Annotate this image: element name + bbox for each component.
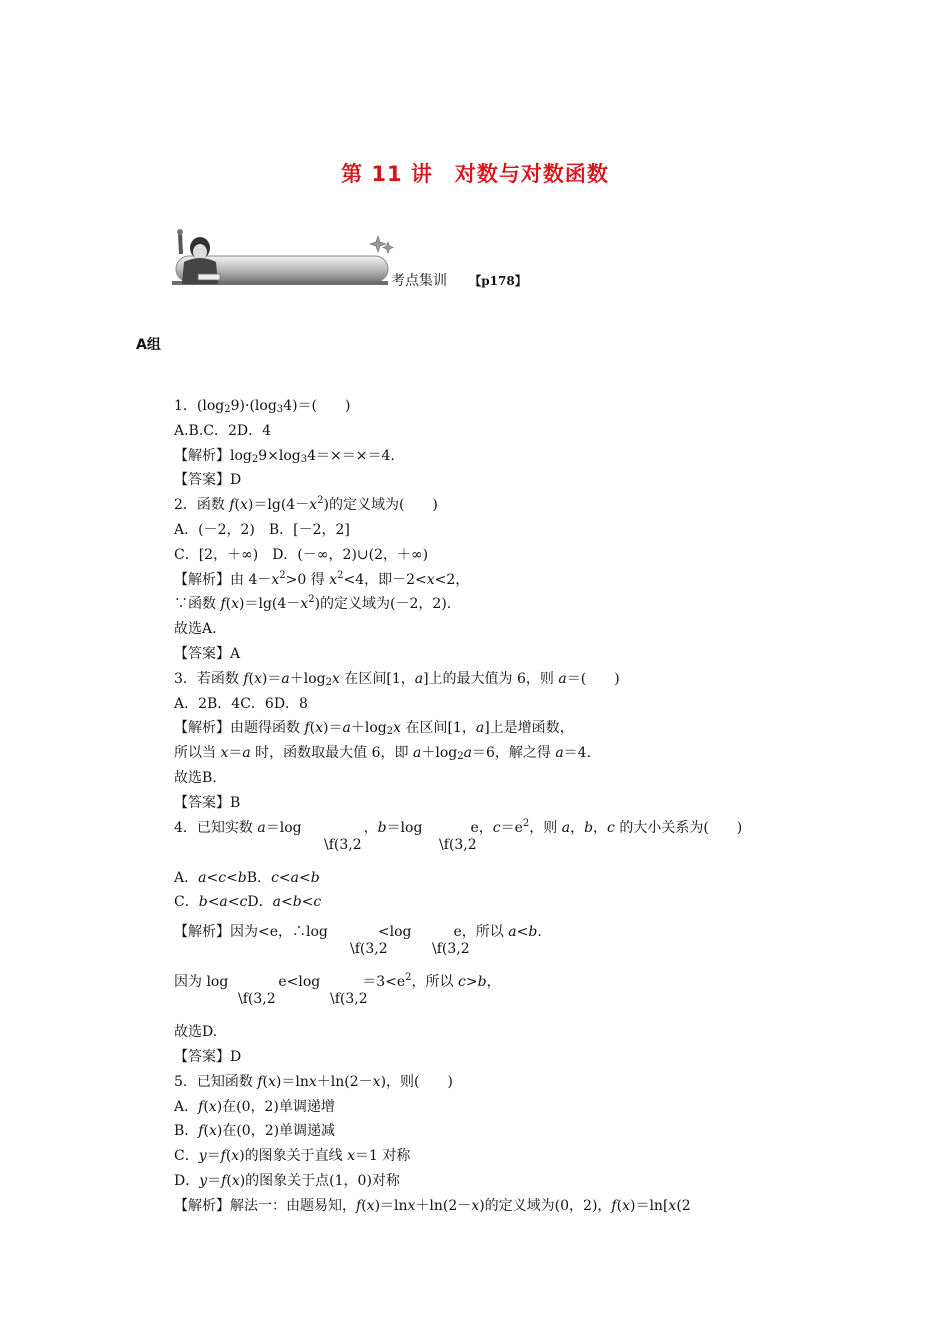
q4-frac-a: \f(3,2 (324, 836, 362, 853)
q3-choices: A．2B．4C．6D．8 (174, 695, 308, 712)
q4-conclusion: 故选D. (174, 1024, 218, 1041)
group-label: A组 (136, 337, 161, 353)
q5-choice-d: D．y＝f(x)的图象关于点(1，0)对称 (174, 1172, 400, 1189)
q4-analysis-frac-d: \f(3,2 (330, 991, 368, 1008)
q1-stem: 1．$(\log_29)\cdot(\log_34)=$( ) (174, 398, 351, 415)
q3-stem: 3．若函数 $f(x)=a+\log_2x$ 在区间[1，a]上的最大值为 6，则 a＝( ) (174, 670, 620, 688)
q4-analysis-frac-b: \f(3,2 (432, 941, 470, 958)
q5-choice-c: C．y＝f(x)的图象关于直线 x＝1 对称 (174, 1148, 411, 1165)
q2-answer: 【答案】A (174, 645, 241, 662)
q4-choices-ab: A．a<c<bB．c<a<b (174, 869, 320, 886)
q1-answer: 【答案】D (174, 472, 242, 489)
banner-label-text: 考点集训 (391, 273, 447, 289)
q2-choices-ab: A．(－2，2) B．[－2，2] (174, 521, 350, 538)
question-content (174, 394, 874, 1219)
q5-choice-b: B．f(x)在(0，2)单调递减 (174, 1123, 336, 1140)
q2-conclusion: 故选A. (174, 621, 217, 638)
banner-label (391, 270, 527, 290)
q4-analysis-frac-c: \f(3,2 (238, 991, 276, 1008)
q1-analysis: 【解析】$\log_29\times\log_34=\times=\times=4$. (174, 447, 395, 465)
q4-analysis-2: 因为 $\log e<\log =3<e^2$，所以 c>b， \f(3,2 \f(3,2 (174, 970, 874, 1020)
q4-analysis-frac-a: \f(3,2 (350, 941, 388, 958)
q4-frac-b: \f(3,2 (439, 836, 477, 853)
q4-answer: 【答案】D (174, 1048, 242, 1065)
q5-analysis: 【解析】解法一：由题易知，f(x)＝lnx＋ln(2－x)的定义域为(0，2)，f(x)＝ln[x(2 (174, 1197, 691, 1214)
q4-choices-cd: C．b<a<cD．a<b<c (174, 894, 322, 911)
q4-stem: 4．已知实数 a＝log ，b＝log e，$c=e^2$，则 a，b，c 的大小关系为( ) \f(3,2 \f(3,2 (174, 816, 874, 866)
q5-choice-a: A．f(x)在(0，2)单调递增 (174, 1098, 335, 1115)
q5-stem: 5．已知函数 f(x)＝lnx＋ln(2－x)，则( ) (174, 1073, 453, 1090)
q4-analysis-1: 【解析】因为<e，∴log <log e，所以 a<b. \f(3,2 \f(3,2 (174, 920, 874, 970)
sparkle-icon (370, 236, 393, 253)
q3-answer: 【答案】B (174, 794, 241, 811)
q2-stem: 2．函数 $f(x)=\lg(4-x^2)$的定义域为( ) (174, 495, 438, 514)
page-title: 第 11 讲 对数与对数函数 (341, 162, 609, 186)
q2-analysis-2: ∵函数 $f(x)=\lg(4-x^2)$的定义域为(－2，2). (174, 594, 452, 613)
q3-analysis-1: 【解析】由题得函数 $f(x)=a+\log_2x$ 在区间[1，a]上是增函数， (174, 720, 574, 738)
page-reference: 【p178】 (469, 274, 527, 288)
q2-analysis-1: 【解析】由 $4-x^2>0$ 得 $x^2<4$，即－2<x<2， (174, 569, 470, 588)
q3-conclusion: 故选B. (174, 769, 217, 786)
q2-choices-cd: C．[2，＋∞) D．(－∞，2)∪(2，＋∞) (174, 546, 429, 563)
q1-choices: A.B.C．2D．4 (174, 422, 272, 439)
q3-analysis-2: 所以当 x＝a 时，函数取最大值 6，即 $a+\log_2a=6$，解之得 a＝4. (174, 745, 592, 763)
